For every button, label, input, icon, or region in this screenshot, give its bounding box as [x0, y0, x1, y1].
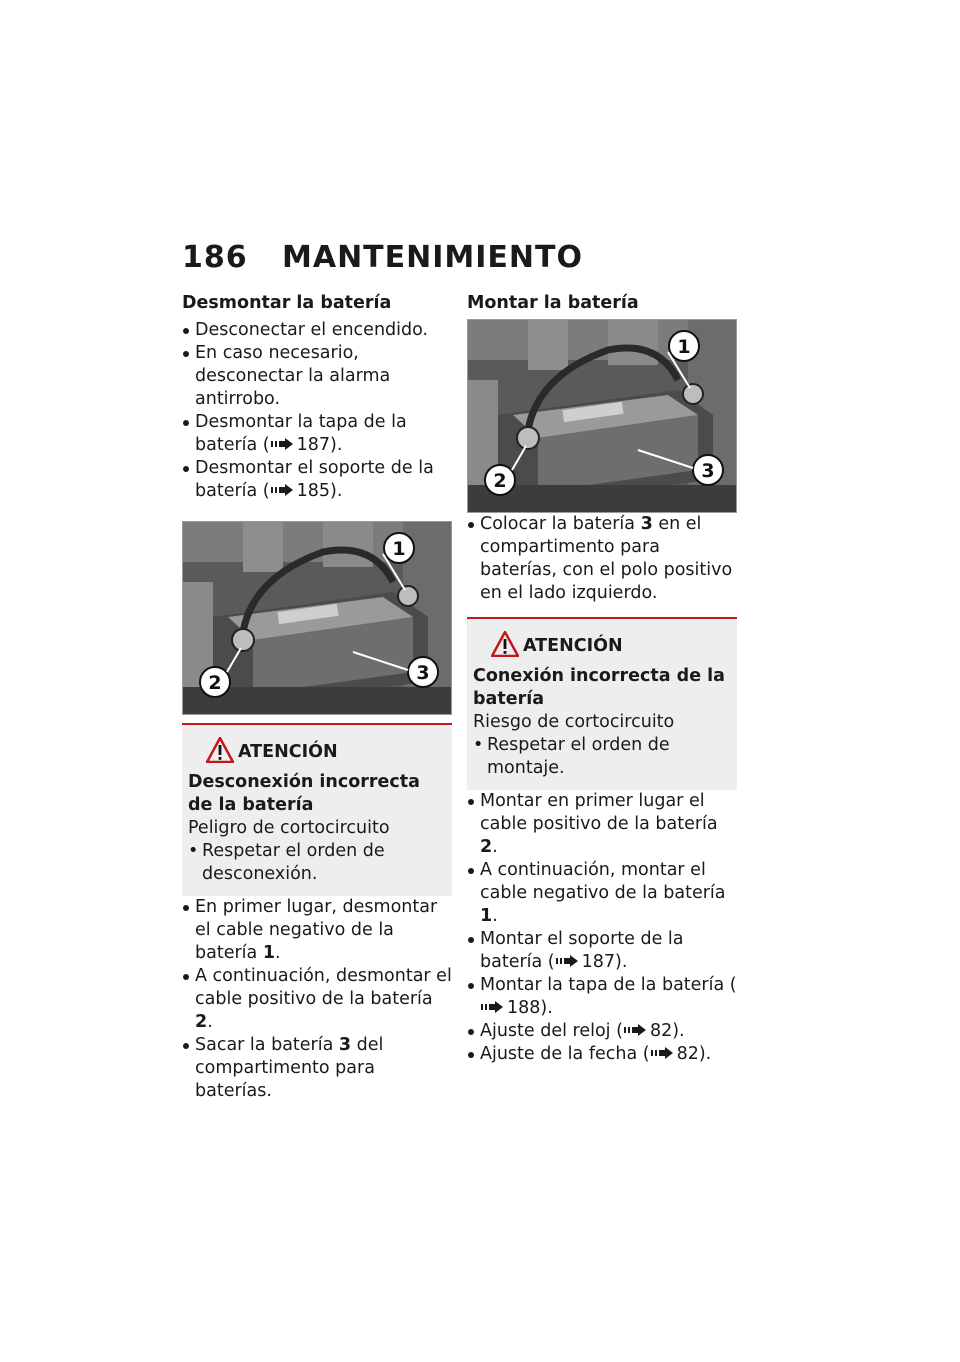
list-item: Colocar la batería 3 en el compartimento para baterías, con el polo positivo en el lado izquierdo. — [467, 513, 737, 605]
arrow-right-icon — [556, 955, 578, 967]
list-item: Desmontar el soporte de la batería ( 185). — [182, 457, 452, 503]
list-item: Montar en primer lugar el cable positivo de la batería 2. — [467, 790, 737, 859]
page-reference-link[interactable]: 185). — [296, 481, 343, 501]
warning-title: Desconexión incorrecta de la batería — [188, 772, 420, 815]
arrow-right-icon — [624, 1024, 646, 1036]
page-reference-link[interactable]: 187). — [581, 952, 628, 972]
page-reference-link[interactable]: 188). — [507, 998, 553, 1018]
battery-figure-removal — [182, 521, 452, 715]
remove-steps-list — [182, 319, 452, 503]
list-item: • Respetar el orden de montaje. — [473, 734, 731, 780]
left-column — [182, 292, 452, 1103]
page-header — [182, 240, 742, 280]
list-item: • Respetar el orden de desconexión. — [188, 840, 446, 886]
figure-label-1: 1 — [677, 336, 691, 358]
figure-label-3: 3 — [701, 460, 715, 482]
warning-triangle-icon — [206, 737, 234, 763]
warning-risk: Riesgo de cortocircuito — [473, 712, 675, 732]
battery-figure-install — [467, 319, 737, 513]
install-steps-list — [467, 513, 737, 605]
list-item: Sacar la batería 3 del compartimento para baterías. — [182, 1034, 452, 1103]
arrow-right-icon — [481, 1001, 503, 1013]
warning-title: Conexión incorrecta de la batería — [473, 666, 725, 709]
list-item: Desmontar la tapa de la batería ( 187). — [182, 411, 452, 457]
page-number: 186 — [182, 240, 248, 275]
figure-label-2: 2 — [208, 672, 222, 694]
section-title-install-battery: Montar la batería — [467, 293, 639, 313]
warning-triangle-icon — [491, 631, 519, 657]
arrow-right-icon — [651, 1047, 673, 1059]
warning-label: ATENCIÓN — [523, 636, 623, 656]
list-item: Montar la tapa de la batería (188). — [467, 974, 737, 1020]
list-item: Desconectar el encendido. — [182, 319, 452, 342]
section-title-remove-battery: Desmontar la batería — [182, 293, 392, 313]
list-item: Ajuste de la fecha ( 82). — [467, 1043, 737, 1066]
arrow-right-icon — [271, 484, 293, 496]
clock-date-steps-list — [467, 1020, 737, 1066]
list-item: A continuación, desmontar el cable positivo de la batería 2. — [182, 965, 452, 1034]
warning-label: ATENCIÓN — [238, 742, 338, 762]
figure-label-2: 2 — [493, 470, 507, 492]
list-item: En primer lugar, desmontar el cable negativo de la batería 1. — [182, 896, 452, 965]
page-reference-link[interactable]: 187). — [296, 435, 343, 455]
remove-cable-steps-list — [182, 896, 452, 1103]
list-item: En caso necesario, desconectar la alarma antirrobo. — [182, 342, 452, 411]
warning-risk: Peligro de cortocircuito — [188, 818, 390, 838]
figure-label-3: 3 — [416, 662, 430, 684]
warning-box-removal — [182, 723, 452, 896]
list-item: Ajuste del reloj ( 82). — [467, 1020, 737, 1043]
warning-box-install — [467, 617, 737, 790]
list-item: A continuación, montar el cable negativo de la batería 1. — [467, 859, 737, 928]
install-cable-steps-list — [467, 790, 737, 1020]
chapter-title: MANTENIMIENTO — [282, 240, 583, 275]
page-reference-link[interactable]: 82). — [649, 1021, 685, 1041]
list-item: Montar el soporte de la batería ( 187). — [467, 928, 737, 974]
arrow-right-icon — [271, 438, 293, 450]
figure-label-1: 1 — [392, 538, 406, 560]
page-reference-link[interactable]: 82). — [676, 1044, 712, 1064]
right-column — [467, 292, 737, 1066]
